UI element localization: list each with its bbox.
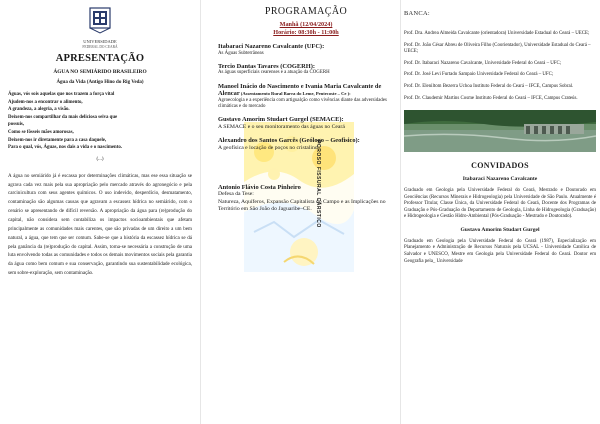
- talk-item: [218, 116, 394, 131]
- poem-line: Águas, vós sois aquelas que nos trazem a força vital: [8, 92, 115, 97]
- talk-item: [218, 83, 394, 111]
- guest-bio: Graduado em Geologia pela Universidade Federal do Ceará (1987), Especialização em Planejamento e Administração de Recursos Naturais pela UCSAL - Universidade Católica de Salvador e UNESCO, Mestre em Geologia pela Universidade Federal do Ceará. Doutor em Geografia pela_ Universidade: [404, 238, 596, 264]
- side-label-text: POROSO FISSURAL CÁRSTICO: [315, 140, 321, 228]
- poem-ellipsis: (...): [96, 156, 104, 162]
- board-member: Prof. Dr. Eleniltom Bezerra Uchoa Instituto Federal do Ceará – IFCE, Campus Sobral.: [404, 84, 574, 90]
- aquifer-types-label: [315, 140, 341, 230]
- talk-speaker: Gustavo Amorim Studart Gurgel (SEMACE):: [218, 116, 344, 124]
- university-name: UNIVERSIDADE: [83, 39, 117, 44]
- program-title: PROGRAMAÇÃO: [264, 6, 348, 17]
- morning-time: Horário: 08:30h - 11:00h: [273, 29, 339, 36]
- talk-speaker-affiliation: (Assentamento Rural Barra do Leme, Pentecoste – Ce ):: [239, 91, 351, 97]
- poem: [8, 91, 192, 152]
- board-member: Prof. Dr. João César Abreu de Oliveira Filho (Coorientador), Universidade Estadual do Ceará – UECE;: [404, 42, 591, 54]
- morning-session-header: [218, 21, 394, 37]
- board-title: BANCA:: [404, 10, 430, 17]
- talk-speaker-names: Manoel Inácio do Nascimento e Ivania Maria Cavalcante de Alencar: [218, 82, 382, 98]
- guest-name: Itabaraci Nazareno Cavalcante: [462, 175, 538, 182]
- theme-subtitle: ÁGUA NO SEMIÁRIDO BRASILEIRO: [53, 69, 147, 75]
- university-subtitle: FEDERAL DO CEARÁ: [82, 44, 118, 49]
- talk-topic: Defesa da Tese: Natureza, Aquíferos, Expansão Capitalista do Campo e as Implicações no Território em São João do Jaguaribe–CE.: [218, 191, 386, 212]
- intro-paragraph: A água no semiárido já é escassa por determinações climáticas, mas ese essa situação se agrava cada vez mais pela sua apropriação pelo mercado através do agronegócio e pela carcinicultura com seus agentes químicos. O uso indevido, desperdício, desmatamento, contaminação são algumas causas que agravam a escassez hídrica no semiárido, com o cenário se apresentando de difícil reversão. A apropriação da água para (re)produção do capital, não considera sem contabiliza os impactos socioambientais que afetam principalmente as comunidades mais carentes, que são privadas de um direito a um bem natural, a água, que tem que ser comum. Sabe-se que a história da escassez hídrica se dá pela ganância da (re)produção do capital. Assim, torna-se necessária a construção de uma luta envolvendo todas as comunidades e todos os demais movimentos sociais pela garantia da água como bem comum e sua conservação, garantindo sua sustentabilidade ecológica, sem sobre-exploração, sem contaminação.: [8, 172, 192, 277]
- board-column: [400, 0, 600, 424]
- talk-speaker: Alexandro dos Santos Garcês (Geólogo – Geofisico):: [218, 136, 360, 144]
- presentation-column: [0, 0, 200, 424]
- poem-line: Como se fôsseis mães amorosas,: [8, 129, 74, 135]
- talk-speaker: [218, 83, 394, 98]
- talk-speaker: Antonio Flávio Costa Pinheiro: [218, 183, 301, 191]
- poem-line: Deixem-nos compartilhar da mais deliciosa seiva que: [8, 114, 118, 120]
- poem-line: A grandeza, a alegria, a visão.: [8, 107, 70, 113]
- board-member: Prof. Dr. Itabaraci Nazareno Cavalcante, Universidade Federal do Ceará – UFC;: [404, 60, 562, 66]
- talk-item: [218, 137, 394, 152]
- poem-line: possuis,: [8, 122, 25, 128]
- talk-topic: A geofísica e locação de poços no cristalino: [218, 144, 318, 151]
- river-photo: [404, 110, 596, 152]
- university-logo: [8, 6, 192, 49]
- university-seal-icon: [87, 6, 113, 34]
- morning-label: Manhã (12/04/2024): [279, 21, 333, 28]
- board-member: Prof. Dra. Andrea Almeida Cavalcante (orientadora) Universidade Estadual do Ceará – UECE;: [404, 31, 590, 36]
- poem-line: Para o qual, vós, Águas, nos dais a vida e o nascimento.: [8, 145, 122, 151]
- talk-item: [218, 43, 394, 57]
- talk-topic: As Águas Subterrâneas: [218, 50, 264, 56]
- guest-name: Gustavo Amorim Studart Gurgel: [460, 226, 540, 233]
- poem-line: Deixem-nos ir diretamente para a casa daquele,: [8, 137, 107, 143]
- guest-bio: Graduado em Geologia pela Universidade Federal do Ceará, Mestrado e Doutorado em Geociências (Recursos Minerais e Hidrogeologia) pela Universidade de São Paulo. Atualmente é Professor Titular, Classe Única, da Universidade Federal do Ceará, Docente dos Programas de Graduação e Pós-Graduação do Departamento de Geologia, Linha de Hidrogeologia (Graduação) e Hidrogeologia e Gestão Hidro-Ambiental (Pós-Graduação - Mestrado e Doutorado).: [404, 187, 596, 220]
- talk-speaker: Tercio Dantas Tavares (COGERH):: [218, 62, 315, 70]
- poem-line: Ajudem-nos a encontrar o alimento,: [8, 99, 83, 105]
- talk-topic: As águas superficiais cearenses e a atuação da COGERH: [218, 70, 330, 76]
- song-title: Água da Vida (Antigo Hino do Rig Veda): [56, 80, 144, 85]
- talk-item: [218, 184, 394, 213]
- talk-topic: A SEMACE e o seu monitoramento das águas no Ceará: [218, 123, 345, 130]
- board-member: Prof. Dr. Claudemir Martins Cosme Instituto Federal do Ceará – IFCE, Campus Crateús.: [404, 95, 578, 101]
- guests-title: CONVIDADOS: [471, 160, 529, 170]
- talk-topic: Agroecologia e a experiência com artigualção como vivências diante das adversidades climáticas e do mercado: [218, 97, 387, 109]
- talk-item: [218, 63, 394, 77]
- presentation-title: APRESENTAÇÃO: [55, 53, 145, 64]
- board-member: Prof. Dr. José Levi Furtado Sampaio Universidade Federal do Ceará – UFC;: [404, 72, 554, 78]
- talk-speaker: Itabaraci Nazareno Cavalcante (UFC):: [218, 43, 325, 50]
- program-column: [200, 0, 400, 424]
